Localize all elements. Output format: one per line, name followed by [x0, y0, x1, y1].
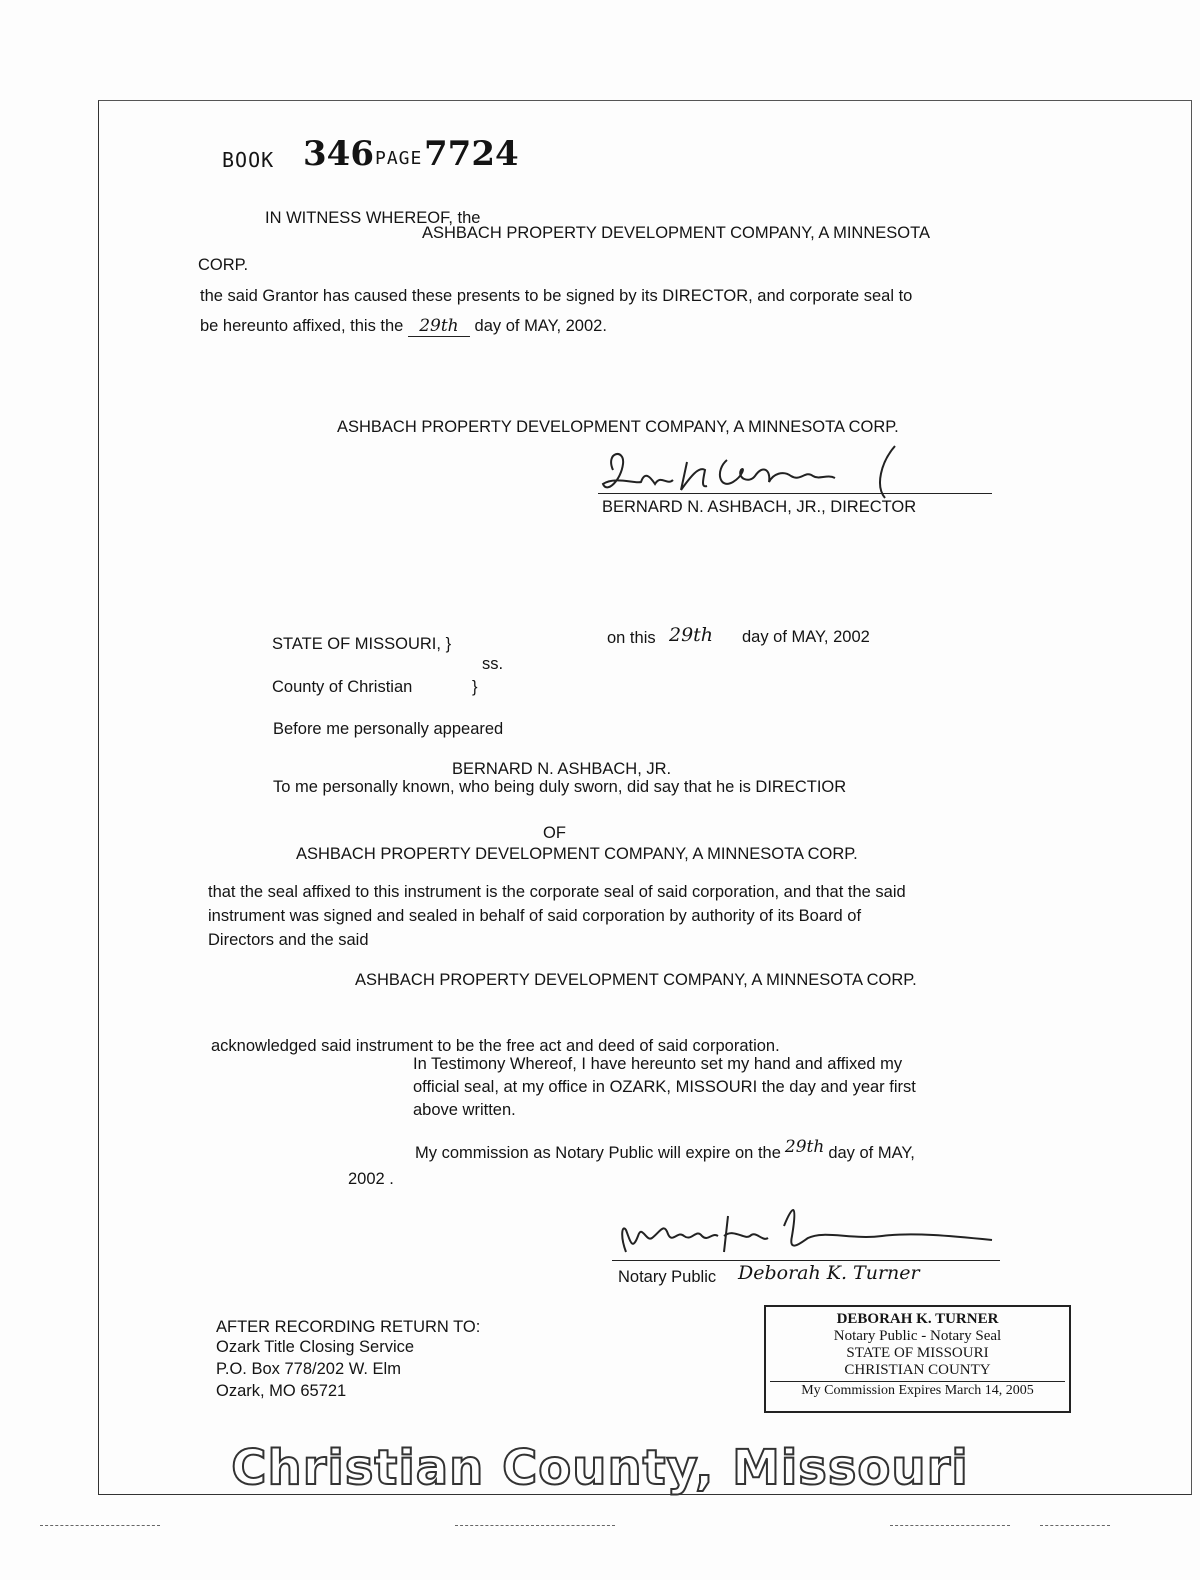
commission-line [415, 1137, 915, 1163]
testimony-line2: official seal, at my office in OZARK, MISSOURI the day and year first [413, 1078, 916, 1096]
signature-company: ASHBACH PROPERTY DEVELOPMENT COMPANY, A MINNESOTA CORP. [337, 418, 899, 436]
testimony-line1: In Testimony Whereof, I have hereunto set my hand and affixed my [413, 1055, 903, 1073]
notary-stamp [764, 1305, 1071, 1413]
witness-line: IN WITNESS WHEREOF, the [265, 209, 481, 227]
notary-public-label: Notary Public [618, 1268, 717, 1286]
ack-day-of: day of MAY, 2002 [742, 628, 870, 646]
ack-day-handwritten: 29th [669, 624, 714, 646]
ack-company2: ASHBACH PROPERTY DEVELOPMENT COMPANY, A MINNESOTA CORP. [355, 971, 917, 989]
page-label: PAGE [375, 148, 423, 169]
of-text: OF [543, 824, 566, 842]
stamp-expiry: My Commission Expires March 14, 2005 [770, 1381, 1065, 1399]
ack-company: ASHBACH PROPERTY DEVELOPMENT COMPANY, A MINNESOTA CORP. [296, 845, 858, 863]
stamp-title: Notary Public - Notary Seal [833, 1328, 1002, 1344]
notary-printed-name: Deborah K. Turner [738, 1262, 920, 1284]
appeared-text: Before me personally appeared [273, 720, 504, 738]
on-this-text: on this [607, 629, 656, 647]
witness-paragraph-line1: the said Grantor has caused these presents to be signed by its DIRECTOR, and corporate seal to [200, 287, 913, 305]
testimony-line3: above written. [413, 1101, 516, 1119]
seal-line2: instrument was signed and sealed in behalf of said corporation by authority of its Board of [208, 907, 862, 925]
scan-artifact-dash [40, 1525, 160, 1526]
signatory-name: BERNARD N. ASHBACH, JR., DIRECTOR [602, 498, 917, 516]
known-text: To me personally known, who being duly sworn, did say that he is DIRECTIOR [273, 778, 847, 796]
scan-artifact-dash [455, 1525, 615, 1526]
ack-deed-line: acknowledged said instrument to be the free act and deed of said corporation. [211, 1037, 780, 1055]
state-label: STATE OF MISSOURI, } [272, 635, 452, 653]
signature-line [598, 493, 992, 494]
witness-corp: CORP. [198, 256, 249, 274]
notary-signature-line [612, 1260, 1000, 1261]
commission-day-handwritten: 29th [784, 1137, 825, 1157]
stamp-state: STATE OF MISSOURI [846, 1345, 989, 1361]
ss-text: ss. [482, 655, 504, 673]
county-brace: } [472, 678, 478, 696]
commission-text: My commission as Notary Public will expire on the [415, 1144, 781, 1162]
book-label: BOOK [222, 148, 275, 172]
witness-date-text: day of MAY, 2002. [474, 317, 607, 335]
county-watermark: Christian County, Missouri [231, 1440, 969, 1496]
county-label: County of Christian [272, 678, 413, 696]
witness-paragraph-line2 [200, 316, 607, 337]
return-heading: AFTER RECORDING RETURN TO: [216, 1318, 481, 1336]
stamp-county: CHRISTIAN COUNTY [844, 1362, 991, 1378]
witness-day-handwritten: 29th [408, 316, 470, 337]
director-signature [595, 440, 925, 504]
book-number: 346 [303, 134, 374, 174]
notary-signature [612, 1196, 1002, 1268]
witness-affixed-text: be hereunto affixed, this the [200, 317, 404, 335]
seal-line3: Directors and the said [208, 931, 369, 949]
scan-artifact-dash [1040, 1525, 1110, 1526]
commission-year: 2002 . [348, 1170, 394, 1188]
return-city: Ozark, MO 65721 [216, 1382, 347, 1400]
commission-month: day of MAY, [828, 1144, 915, 1162]
seal-line1: that the seal affixed to this instrument is the corporate seal of said corporation, and that the said [208, 883, 906, 901]
return-address: P.O. Box 778/202 W. Elm [216, 1360, 401, 1378]
stamp-name: DEBORAH K. TURNER [836, 1311, 999, 1327]
appeared-person: BERNARD N. ASHBACH, JR. [452, 760, 672, 778]
scan-artifact-dash [890, 1525, 1010, 1526]
page-number: 7724 [424, 134, 519, 174]
return-name: Ozark Title Closing Service [216, 1338, 415, 1356]
witness-company: ASHBACH PROPERTY DEVELOPMENT COMPANY, A MINNESOTA [422, 224, 930, 242]
